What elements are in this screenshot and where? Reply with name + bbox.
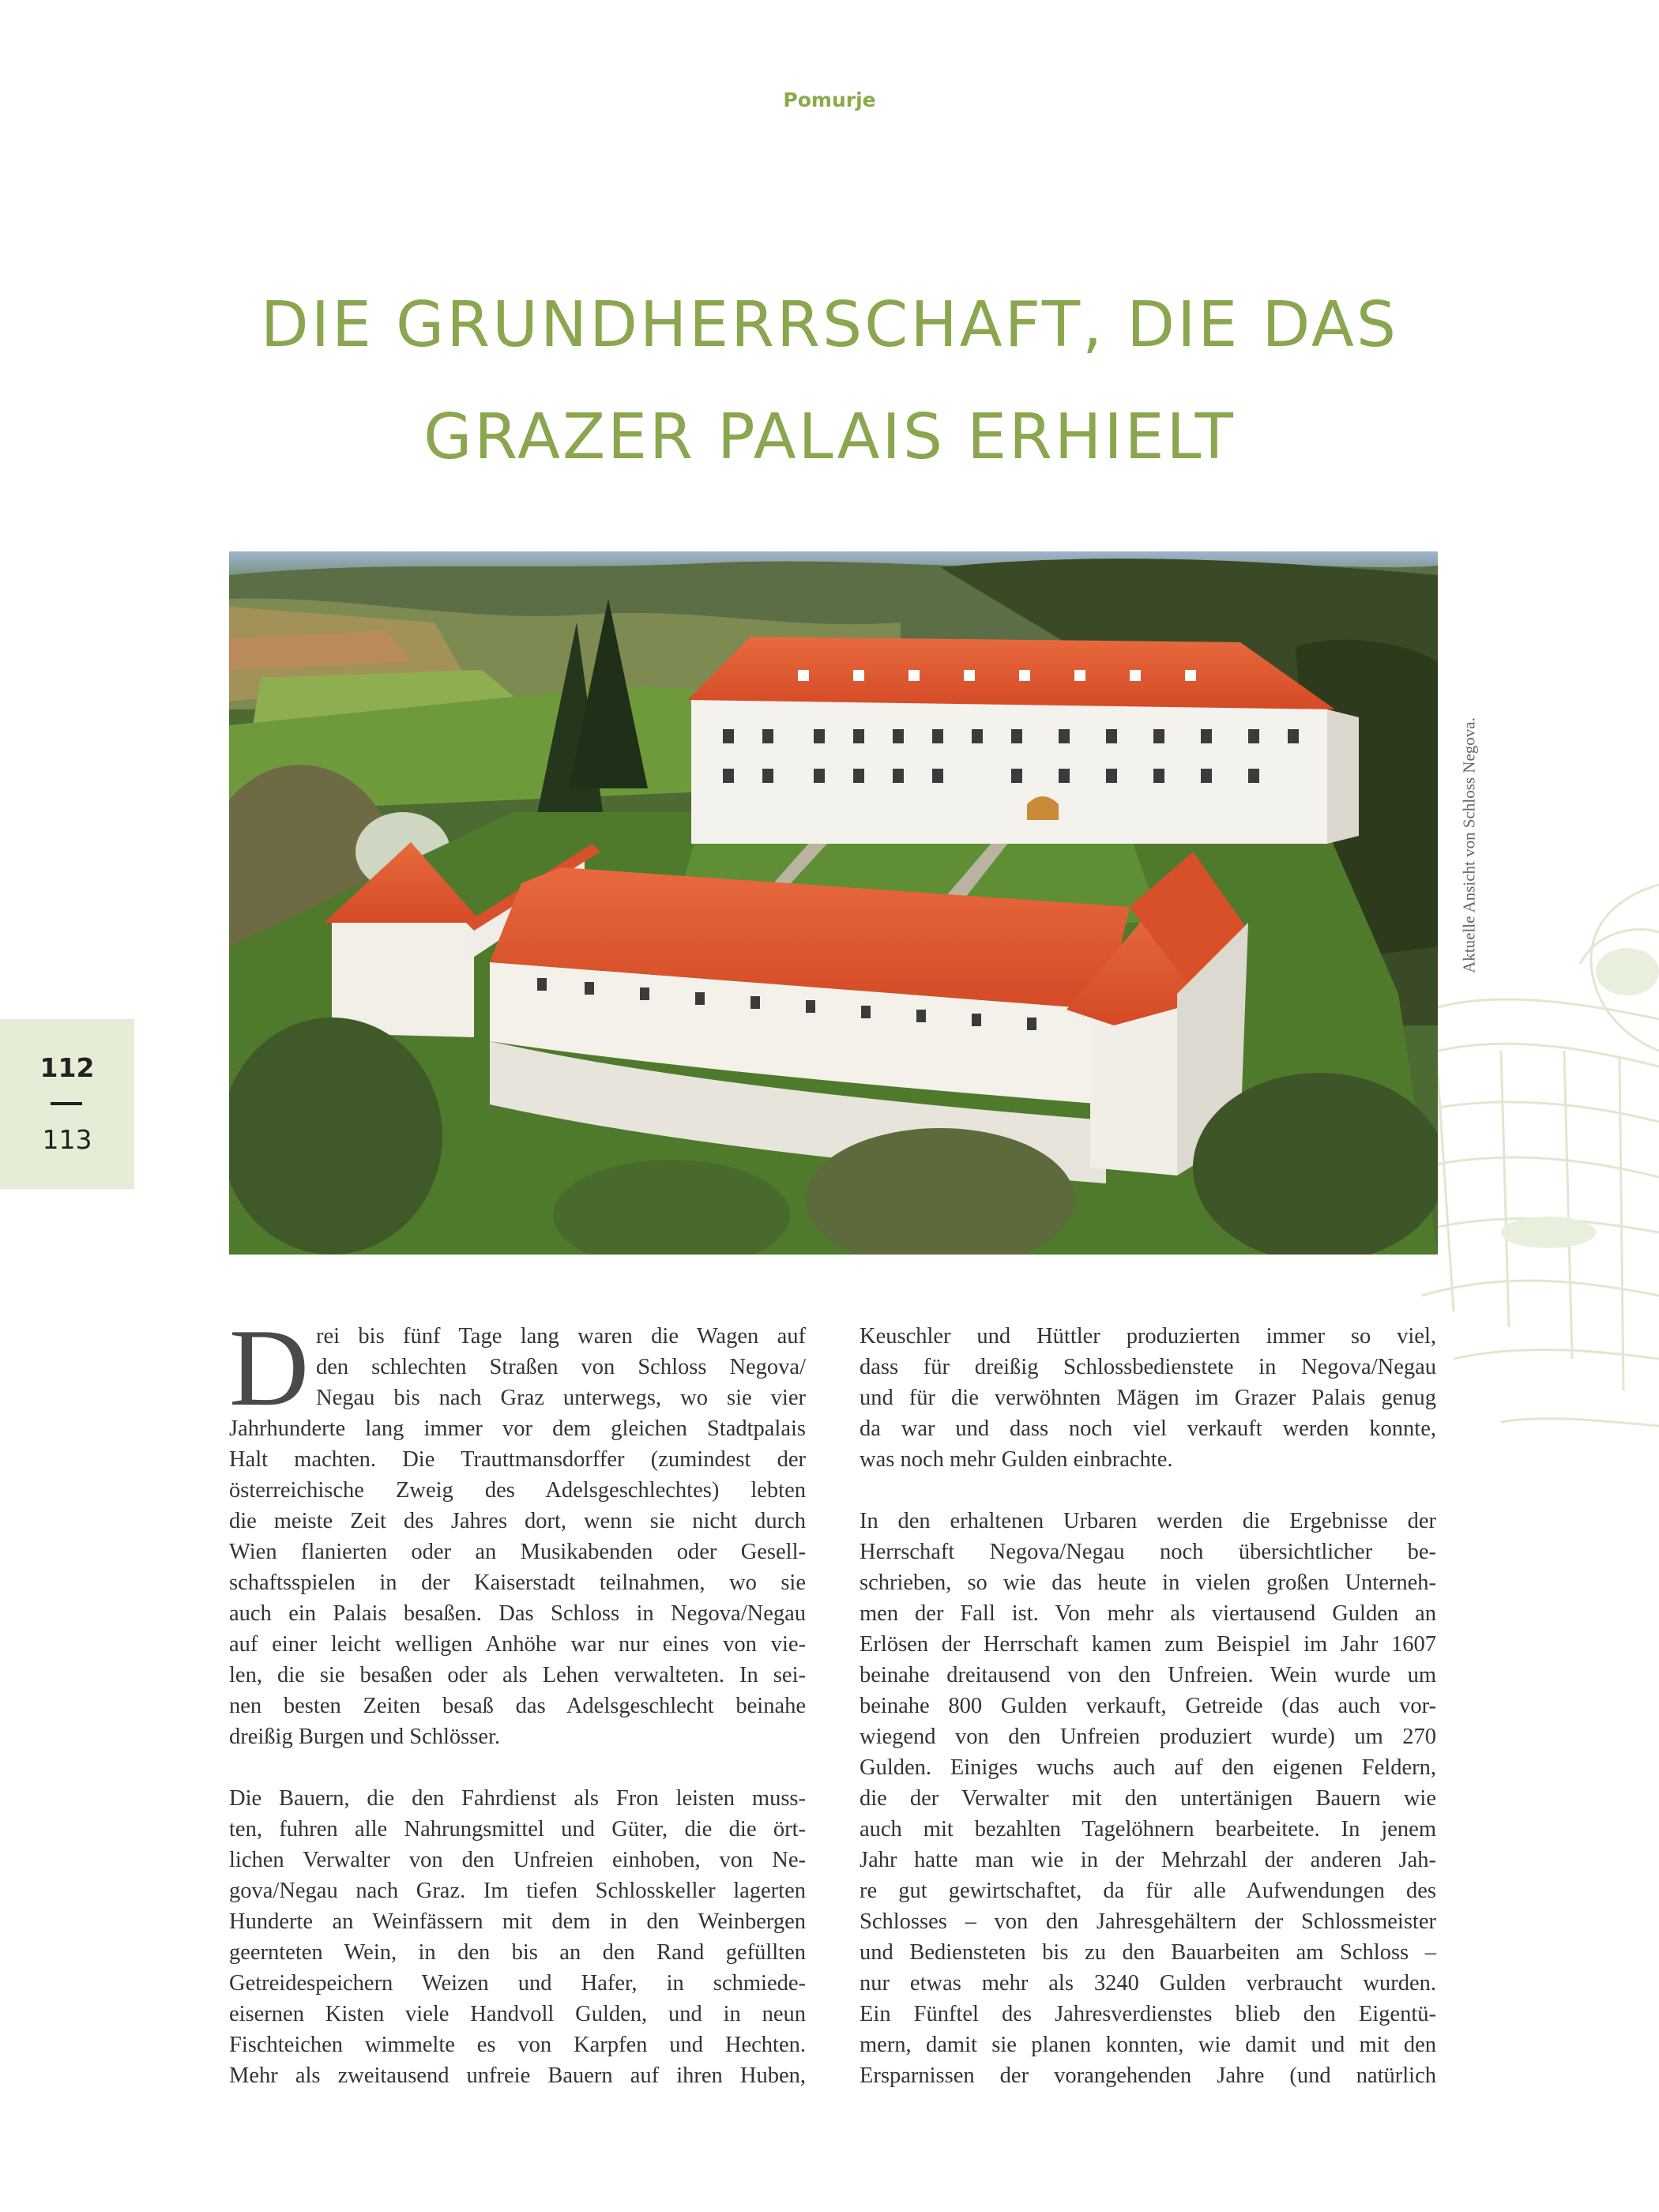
- text-line: Ersparnissen der vorangehenden Jahre (und natürlich: [860, 2063, 1436, 2088]
- text-line: Jahrhunderte lang immer vor dem gleichen Stadtpalais: [229, 1416, 806, 1441]
- text-line: rei bis fünf Tage lang waren die Wagen auf: [316, 1324, 806, 1349]
- text-line: len, die sie besaßen oder als Lehen verwalteten. In sei-: [229, 1663, 806, 1687]
- castle-photo: [229, 551, 1438, 1255]
- text-line: geernteten Wein, in den bis an den Rand gefüllten: [229, 1940, 806, 1965]
- text-line: men der Fall ist. Von mehr als viertausend Gulden an: [860, 1601, 1436, 1626]
- page-number-current: 112: [40, 1052, 95, 1083]
- text-line: lichen Verwalter von den Unfreien einhoben, von Ne-: [229, 1848, 806, 1872]
- text-column-2: [860, 1321, 1436, 2091]
- paragraph-gap: [860, 1475, 1436, 1506]
- text-line: Halt machten. Die Trauttmansdorffer (zumindest der: [229, 1447, 806, 1472]
- page-number-box: [0, 1019, 134, 1189]
- text-line: mern, damit sie planen konnten, wie damit und mit den: [860, 2033, 1436, 2057]
- text-line: gova/Negau nach Graz. Im tiefen Schlosskeller lagerten: [229, 1879, 806, 1903]
- text-line: nur etwas mehr als 3240 Gulden verbraucht wurden.: [860, 1971, 1436, 1996]
- text-line: beinahe 800 Gulden verkauft, Getreide (das auch vor-: [860, 1694, 1436, 1718]
- text-line: re gut gewirtschaftet, da für alle Aufwendungen des: [860, 1879, 1436, 1903]
- text-line: wiegend von den Unfreien produziert wurde) um 270: [860, 1725, 1436, 1749]
- text-column-1: [229, 1321, 806, 2091]
- text-line: Schlosses – von den Jahresgehältern der Schlossmeister: [860, 1909, 1436, 1934]
- text-line: beinahe dreitausend von den Unfreien. Wein wurde um: [860, 1663, 1436, 1687]
- text-line: Jahr hatte man wie in der Mehrzahl der anderen Jah-: [860, 1848, 1436, 1872]
- text-line: Hunderte an Weinfässern mit dem in den Weinbergen: [229, 1909, 806, 1934]
- text-line: was noch mehr Gulden einbrachte.: [860, 1447, 1173, 1472]
- text-line: Getreidespeichern Weizen und Hafer, in schmiede-: [229, 1971, 806, 1996]
- text-line: Wien flanierten oder an Musikabenden oder Gesell-: [229, 1540, 806, 1564]
- title-line-2: GRAZER PALAIS ERHIELT: [423, 401, 1236, 473]
- text-line: nen besten Zeiten besaß das Adelsgeschlecht beinahe: [229, 1694, 806, 1718]
- text-line: österreichische Zweig des Adelsgeschlechtes) lebten: [229, 1478, 806, 1503]
- text-line: Mehr als zweitausend unfreie Bauern auf ihren Huben,: [229, 2063, 806, 2088]
- page-number-next: 113: [42, 1124, 92, 1155]
- text-line: Herrschaft Negova/Negau noch übersichtlicher be-: [860, 1540, 1436, 1564]
- text-line: die der Verwalter mit den untertänigen Bauern wie: [860, 1786, 1436, 1811]
- text-line: da war und dass noch viel verkauft werden konnte,: [860, 1416, 1436, 1441]
- text-line: Die Bauern, die den Fahrdienst als Fron leisten muss-: [229, 1786, 806, 1811]
- text-line: Gulden. Einiges wuchs auch auf den eigenen Feldern,: [860, 1755, 1436, 1780]
- page-title: [158, 269, 1501, 493]
- text-line: auch ein Palais besaßen. Das Schloss in Negova/Negau: [229, 1601, 806, 1626]
- text-line: In den erhaltenen Urbaren werden die Ergebnisse der: [860, 1509, 1436, 1533]
- text-line: eisernen Kisten viele Handvoll Gulden, und in neun: [229, 2002, 806, 2026]
- text-line: Negau bis nach Graz unterwegs, wo sie vier: [316, 1386, 806, 1410]
- drop-cap: D: [229, 1307, 310, 1429]
- text-line: auf einer leicht welligen Anhöhe war nur eines von vie-: [229, 1632, 806, 1657]
- text-line: Erlösen der Herrschaft kamen zum Beispiel im Jahr 1607: [860, 1632, 1436, 1657]
- text-line: Fischteichen wimmelte es von Karpfen und Hechten.: [229, 2033, 806, 2057]
- text-line: dreißig Burgen und Schlösser.: [229, 1725, 501, 1749]
- section-label: Pomurje: [783, 88, 876, 111]
- text-line: ten, fuhren alle Nahrungsmittel und Güter, die die ört-: [229, 1817, 806, 1841]
- text-line: auch mit bezahlten Tagelöhnern bearbeitete. In jenem: [860, 1817, 1436, 1841]
- text-line: die meiste Zeit des Jahres dort, wenn sie nicht durch: [229, 1509, 806, 1533]
- text-line: und Bediensteten bis zu den Bauarbeiten am Schloss –: [860, 1940, 1436, 1965]
- paragraph-gap: [229, 1752, 806, 1783]
- text-line: dass für dreißig Schlossbedienstete in Negova/Negau: [860, 1355, 1436, 1379]
- page-number-divider: [51, 1102, 82, 1105]
- text-line: den schlechten Straßen von Schloss Negova/: [316, 1355, 806, 1379]
- text-line: schrieben, so wie das heute in vielen großen Unterneh-: [860, 1571, 1436, 1595]
- text-line: Keuschler und Hüttler produzierten immer so viel,: [860, 1324, 1436, 1349]
- title-line-1: DIE GRUNDHERRSCHAFT, DIE DAS: [260, 288, 1399, 361]
- text-line: Ein Fünftel des Jahresverdienstes blieb den Eigentü-: [860, 2002, 1436, 2026]
- text-line: und für die verwöhnten Mägen im Grazer Palais genug: [860, 1386, 1436, 1410]
- text-line: schaftsspielen in der Kaiserstadt teilnahmen, wo sie: [229, 1571, 806, 1595]
